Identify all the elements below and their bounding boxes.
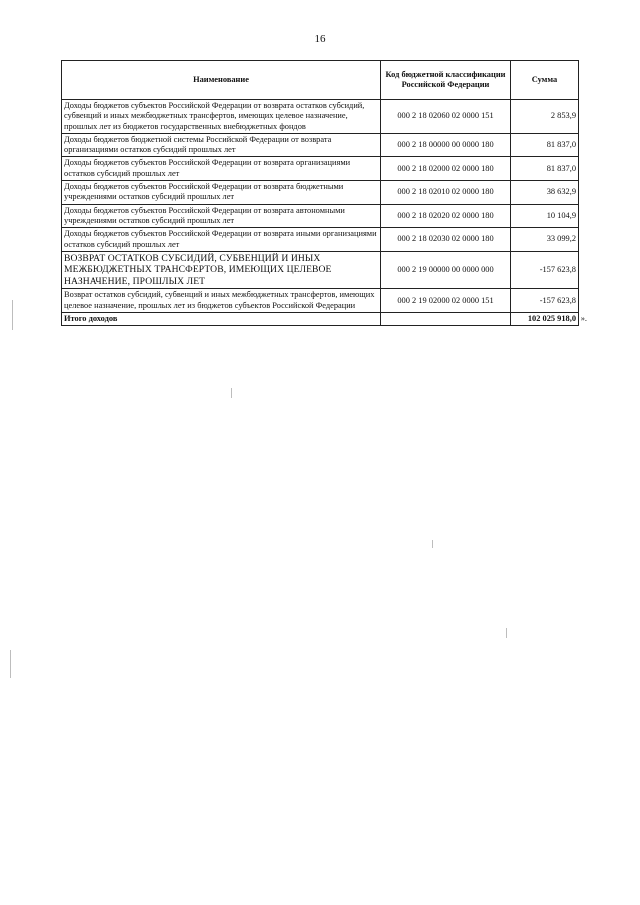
row-name: Доходы бюджетов субъектов Российской Федерации от возврата автономными учреждениями остатков субсидий прошлых лет [62, 204, 381, 228]
table-row [62, 157, 579, 181]
total-code-empty [381, 312, 511, 325]
table-row [62, 204, 579, 228]
header-code: Код бюджетной классификации Российской Федерации [381, 61, 511, 100]
table-row [62, 133, 579, 157]
header-sum: Сумма [511, 61, 579, 100]
row-code: 000 2 18 02060 02 0000 151 [381, 100, 511, 134]
scan-artifact [432, 540, 433, 548]
row-code: 000 2 18 00000 00 0000 180 [381, 133, 511, 157]
row-sum: 2 853,9 [511, 100, 579, 134]
row-sum: 10 104,9 [511, 204, 579, 228]
page-number: 16 [314, 33, 326, 45]
row-sum: -157 623,8 [511, 251, 579, 289]
table-row [62, 251, 579, 289]
row-name: Доходы бюджетов субъектов Российской Федерации от возврата остатков субсидий, субвенций и иных межбюджетных трансфертов, имеющих целевое назначение, прошлых лет из бюджетов государственных внебюджетных фондов [62, 100, 381, 134]
scan-artifact [10, 650, 11, 678]
row-name: Доходы бюджетов бюджетной системы Российской Федерации от возврата организациями остатков субсидий прошлых лет [62, 133, 381, 157]
total-label: Итого доходов [62, 312, 381, 325]
row-sum: 81 837,0 [511, 157, 579, 181]
table-row [62, 100, 579, 134]
table-row [62, 289, 579, 313]
total-sum-cell [511, 312, 587, 325]
total-sum: 102 025 918,0 [527, 313, 576, 323]
row-sum: 81 837,0 [511, 133, 579, 157]
row-code: 000 2 18 02000 02 0000 180 [381, 157, 511, 181]
row-code: 000 2 18 02020 02 0000 180 [381, 204, 511, 228]
row-code: 000 2 18 02010 02 0000 180 [381, 181, 511, 205]
row-name: Доходы бюджетов субъектов Российской Федерации от возврата иными организациями остатков субсидий прошлых лет [62, 228, 381, 252]
scan-artifact [12, 300, 13, 330]
row-sum: -157 623,8 [511, 289, 579, 313]
row-sum: 38 632,9 [511, 181, 579, 205]
scan-artifact [506, 628, 507, 638]
row-name: Доходы бюджетов субъектов Российской Федерации от возврата бюджетными учреждениями остатков субсидий прошлых лет [62, 181, 381, 205]
total-row [62, 312, 579, 325]
table-header-row [62, 61, 579, 100]
scan-artifact [231, 388, 232, 398]
row-name: Доходы бюджетов субъектов Российской Федерации от возврата организациями остатков субсидий прошлых лет [62, 157, 381, 181]
closing-quote: ». [580, 313, 587, 323]
revenue-table [61, 60, 587, 326]
row-code: 000 2 19 00000 00 0000 000 [381, 251, 511, 289]
row-sum: 33 099,2 [511, 228, 579, 252]
row-code: 000 2 18 02030 02 0000 180 [381, 228, 511, 252]
table-row [62, 181, 579, 205]
row-code: 000 2 19 02000 02 0000 151 [381, 289, 511, 313]
row-name: Возврат остатков субсидий, субвенций и иных межбюджетных трансфертов, имеющих целевое назначение, прошлых лет из бюджетов субъектов Российской Федерации [62, 289, 381, 313]
header-name: Наименование [62, 61, 381, 100]
row-name: ВОЗВРАТ ОСТАТКОВ СУБСИДИЙ, СУБВЕНЦИЙ И ИНЫХ МЕЖБЮДЖЕТНЫХ ТРАНСФЕРТОВ, ИМЕЮЩИХ ЦЕЛЕВОЕ НАЗНАЧЕНИЕ, ПРОШЛЫХ ЛЕТ [62, 251, 381, 289]
table-row [62, 228, 579, 252]
